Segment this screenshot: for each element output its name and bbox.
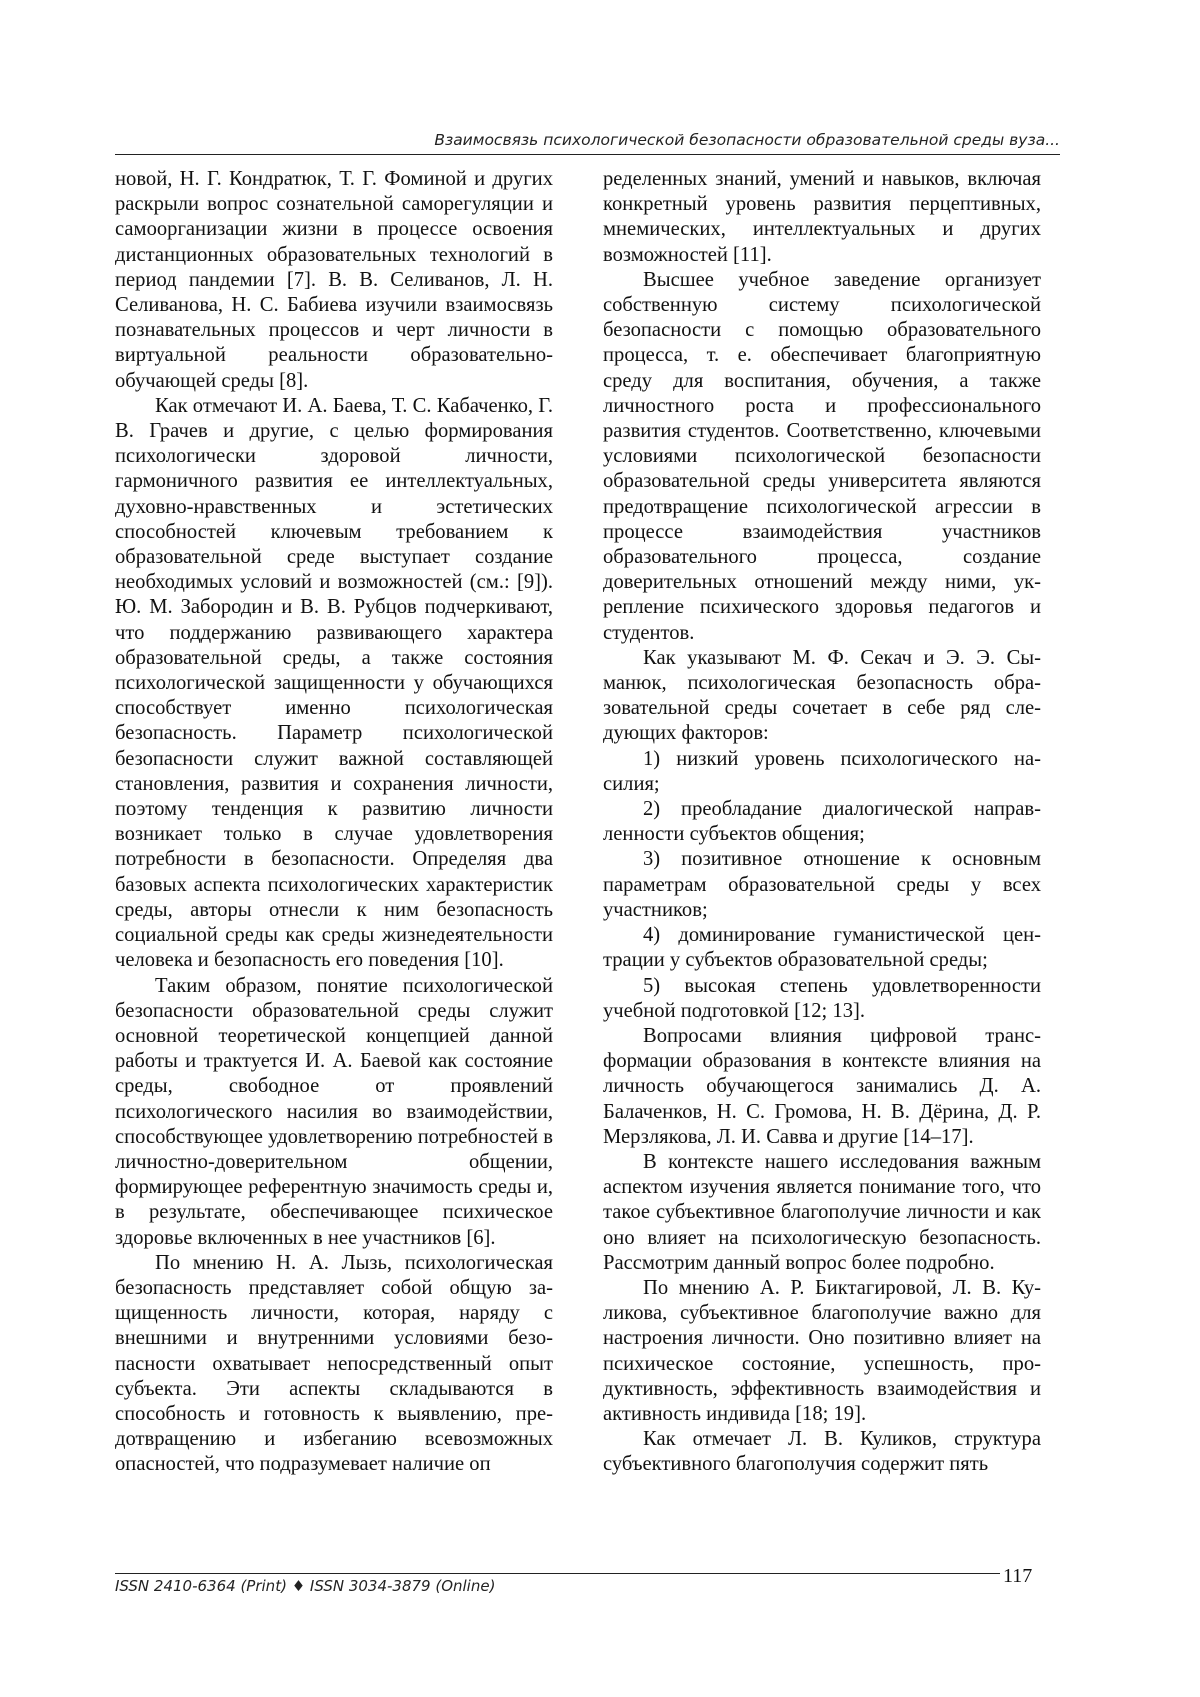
- paragraph: По мнению Н. А. Лызь, психологическая безопасность представляет собой общую защищенность личности, которая, наряду с внешними и внутренними условиями безопасности охватывает непосредственный опыт субъекта. Эти аспекты складываются в способность и готовность к выявлению, предотвращению и избеганию всевозможных опасностей, что подразумевает наличие оп: [115, 1251, 553, 1476]
- list-item: 3) позитивное отношение к основным параметрам образовательной среды у всех участников;: [603, 848, 1041, 921]
- right-column: [603, 167, 1041, 1587]
- running-head: Взаимосвязь психологической безопасности образовательной среды вуза...: [115, 131, 1060, 155]
- footer-issn: ISSN 2410-6364 (Print) ♦ ISSN 3034-3879 (Online): [115, 1577, 496, 1595]
- paragraph: новой, Н. Г. Кондратюк, Т. Г. Фоминой и других раскрыли вопрос сознательной саморегуляции и самоорганизации жизни в процессе освоения дистанционных образовательных технологий в период пандемии [7]. В. В. Селиванов, Л. Н. Селиванова, Н. С. Бабиева изучили взаимосвязь познавательных процессов и черт личности в виртуальной реальности образовательно-обучающей среды [8].: [115, 168, 553, 392]
- left-column: [115, 167, 553, 1587]
- paragraph: ределенных знаний, умений и навыков, включая конкретный уровень развития перцептивных, мнемических, интеллектуальных и других возможностей [11].: [603, 168, 1041, 266]
- list-item: 5) высокая степень удовлетворенности учебной подготовкой [12; 13].: [603, 974, 1041, 1022]
- list-item: 2) преобладание диалогической направленности субъектов общения;: [603, 798, 1041, 846]
- page-number: 117: [1003, 1565, 1033, 1587]
- list-item: 4) доминирование гуманистической центрации у субъектов образовательной среды;: [603, 924, 1041, 972]
- paragraph: Как отмечают И. А. Баева, Т. С. Кабаченко, Г. В. Грачев и другие, с целью формирования психологически здоровой личности, гармоничного развития ее интеллектуальных, духовно-нравственных и эстетических способностей ключевым требованием к образовательной среде выступает создание необходимых условий и возможностей (см.: [9]). Ю. М. Забородин и В. В. Рубцов подчеркивают, что поддержанию развивающего характера образовательной среды, а также состояния психологической защищенности у обучающихся способствует именно психологическая безопасность. Параметр психологической безопасности служит важной составляющей становления, развития и сохранения личности, поэтому тенденция к развитию личности возникает только в случае удовлетворения потребности в безопасности. Определяя два базовых аспекта психологических характеристик среды, авторы отнесли к ним безопасность социальной среды как среды жизнедеятельности человека и безопасность его поведения [10].: [115, 394, 553, 972]
- list-item: 1) низкий уровень психологического насилия;: [603, 747, 1041, 795]
- paragraph: По мнению А. Р. Биктагировой, Л. В. Куликова, субъективное благополучие важно для настроения личности. Оно позитивно влияет на психическое состояние, успешность, продуктивность, эффективность взаимодействия и активность индивида [18; 19].: [603, 1276, 1041, 1425]
- paragraph: Как отмечает Л. В. Куликов, структура субъективного благополучия содержит пять: [603, 1428, 1041, 1476]
- paragraph: В контексте нашего исследования важным аспектом изучения является понимание того, что такое субъективное благополучие личности и как оно влияет на психологическую безопасность. Рассмотрим данный вопрос более подробно.: [603, 1150, 1041, 1274]
- paragraph: Высшее учебное заведение организует собственную систему психологической безопасности с помощью образовательного процесса, т. е. обеспечивает благоприятную среду для воспитания, обучения, а также личностного роста и профессионального развития студентов. Соответственно, ключевыми условиями психологической безопасности образовательной среды университета являются предотвращение психологической агрессии в процессе взаимодействия участников образовательного процесса, создание доверительных отношений между ними, укрепление психического здоровья педагогов и студентов.: [603, 268, 1041, 644]
- paragraph: Таким образом, понятие психологической безопасности образовательной среды служит основной теоретической концепцией данной работы и трактуется И. А. Баевой как состояние среды, свободное от проявлений психологического насилия во взаимодействии, способствующее удовлетворению потребностей в личностно-доверительном общении, формирующее референтную значимость среды и, в результате, обеспечивающее психическое здоровье включенных в нее участников [6].: [115, 974, 553, 1249]
- paragraph: Как указывают М. Ф. Секач и Э. Э. Сыманюк, психологическая безопасность образовательной среды сочетает в себе ряд следующих факторов:: [603, 646, 1041, 745]
- paragraph: Вопросами влияния цифровой трансформации образования в контексте влияния на личность обучающегося занимались Д. А. Балаченков, Н. С. Громова, Н. В. Дёрина, Д. Р. Мерзлякова, Л. И. Савва и другие [14–17].: [603, 1024, 1041, 1148]
- footer-divider: [115, 1573, 1000, 1574]
